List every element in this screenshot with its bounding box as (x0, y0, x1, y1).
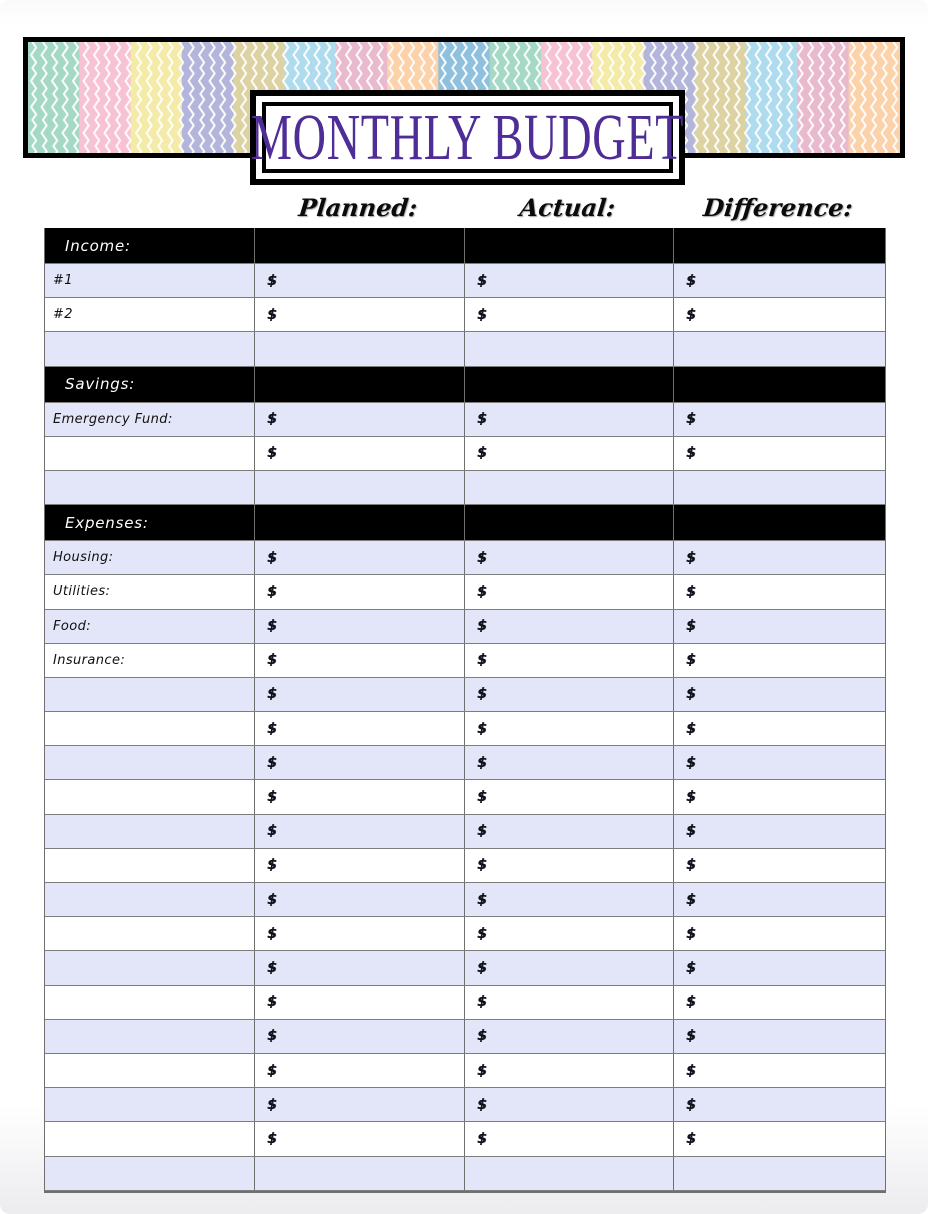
amount-cell[interactable] (673, 849, 885, 882)
dollar-sign: $ (267, 1028, 277, 1045)
column-header-difference: Difference: (701, 192, 855, 222)
dollar-sign: $ (477, 652, 487, 669)
budget-table (44, 228, 886, 1193)
dollar-sign: $ (267, 959, 277, 976)
dollar-sign: $ (477, 823, 487, 840)
amount-cell[interactable] (464, 986, 673, 1019)
dollar-sign: $ (267, 1062, 277, 1079)
amount-cell[interactable] (254, 1157, 464, 1190)
row-label (45, 815, 254, 848)
amount-cell[interactable] (464, 951, 673, 984)
budget-row (45, 610, 885, 644)
amount-cell[interactable] (254, 951, 464, 984)
dollar-sign: $ (267, 857, 277, 874)
amount-cell[interactable] (254, 780, 464, 813)
amount-cell[interactable] (673, 437, 885, 470)
row-label (45, 1157, 254, 1190)
dollar-sign: $ (477, 754, 487, 771)
amount-cell[interactable] (464, 815, 673, 848)
amount-cell[interactable] (254, 403, 464, 436)
amount-cell[interactable] (254, 815, 464, 848)
amount-cell[interactable] (254, 1054, 464, 1087)
dollar-sign: $ (477, 857, 487, 874)
section-header-cell (464, 505, 673, 540)
dollar-sign: $ (477, 925, 487, 942)
amount-cell[interactable] (673, 575, 885, 608)
budget-row (45, 403, 885, 437)
amount-cell[interactable] (254, 644, 464, 677)
dollar-sign: $ (686, 272, 696, 289)
dollar-sign: $ (267, 272, 277, 289)
dollar-sign: $ (686, 823, 696, 840)
amount-cell[interactable] (464, 610, 673, 643)
dollar-sign: $ (686, 1130, 696, 1147)
amount-cell[interactable] (464, 471, 673, 504)
amount-cell[interactable] (464, 403, 673, 436)
dollar-sign: $ (686, 618, 696, 635)
amount-cell[interactable] (254, 986, 464, 1019)
dollar-sign: $ (477, 583, 487, 600)
amount-cell[interactable] (464, 746, 673, 779)
budget-row (45, 883, 885, 917)
amount-cell[interactable] (673, 780, 885, 813)
dollar-sign: $ (267, 549, 277, 566)
row-label (45, 986, 254, 1019)
dollar-sign: $ (686, 306, 696, 323)
budget-row (45, 1157, 885, 1191)
dollar-sign: $ (477, 272, 487, 289)
amount-cell[interactable] (254, 917, 464, 950)
dollar-sign: $ (686, 549, 696, 566)
row-label: #1 (53, 273, 73, 289)
dollar-sign: $ (477, 306, 487, 323)
dollar-sign: $ (477, 1096, 487, 1113)
row-label (45, 678, 254, 711)
amount-cell[interactable] (673, 644, 885, 677)
amount-cell[interactable] (254, 610, 464, 643)
dollar-sign: $ (477, 789, 487, 806)
budget-row (45, 986, 885, 1020)
row-label: #2 (53, 307, 73, 323)
amount-cell[interactable] (673, 815, 885, 848)
row-label (45, 951, 254, 984)
amount-cell[interactable] (254, 678, 464, 711)
budget-row (45, 264, 885, 298)
budget-row (45, 298, 885, 332)
dollar-sign: $ (477, 1062, 487, 1079)
dollar-sign: $ (686, 583, 696, 600)
amount-cell[interactable] (254, 575, 464, 608)
section-title: Expenses: (65, 513, 149, 532)
amount-cell[interactable] (464, 332, 673, 365)
amount-cell[interactable] (673, 1088, 885, 1121)
amount-cell[interactable] (673, 332, 885, 365)
dollar-sign: $ (686, 720, 696, 737)
column-headers (44, 188, 884, 226)
row-label: Emergency Fund: (53, 411, 173, 427)
amount-cell[interactable] (673, 678, 885, 711)
dollar-sign: $ (686, 789, 696, 806)
amount-cell[interactable] (673, 471, 885, 504)
row-label (45, 332, 254, 365)
amount-cell[interactable] (254, 712, 464, 745)
amount-cell[interactable] (673, 541, 885, 574)
column-header-planned: Planned: (297, 192, 419, 222)
amount-cell[interactable] (464, 712, 673, 745)
row-label (45, 1054, 254, 1087)
budget-row (45, 712, 885, 746)
dollar-sign: $ (477, 1028, 487, 1045)
title-box (250, 90, 685, 185)
dollar-sign: $ (477, 1130, 487, 1147)
amount-cell[interactable] (254, 746, 464, 779)
row-label (45, 780, 254, 813)
dollar-sign: $ (477, 891, 487, 908)
row-label (45, 1122, 254, 1155)
budget-row (45, 678, 885, 712)
row-label (45, 437, 254, 470)
dollar-sign: $ (477, 959, 487, 976)
section-header-cell (464, 228, 673, 263)
amount-cell[interactable] (464, 1122, 673, 1155)
amount-cell[interactable] (254, 1122, 464, 1155)
amount-cell[interactable] (673, 712, 885, 745)
budget-row (45, 917, 885, 951)
column-header-actual: Actual: (518, 192, 617, 222)
amount-cell[interactable] (254, 883, 464, 916)
dollar-sign: $ (267, 1130, 277, 1147)
budget-row (45, 780, 885, 814)
dollar-sign: $ (267, 583, 277, 600)
amount-cell[interactable] (673, 403, 885, 436)
dollar-sign: $ (686, 652, 696, 669)
budget-row (45, 471, 885, 505)
row-label (45, 1088, 254, 1121)
dollar-sign: $ (477, 549, 487, 566)
dollar-sign: $ (477, 720, 487, 737)
dollar-sign: $ (477, 618, 487, 635)
amount-cell[interactable] (464, 437, 673, 470)
amount-cell[interactable] (254, 437, 464, 470)
dollar-sign: $ (686, 1028, 696, 1045)
dollar-sign: $ (267, 652, 277, 669)
row-label (45, 883, 254, 916)
budget-row (45, 1020, 885, 1054)
dollar-sign: $ (686, 1062, 696, 1079)
amount-cell[interactable] (464, 1020, 673, 1053)
amount-cell[interactable] (254, 332, 464, 365)
dollar-sign: $ (686, 445, 696, 462)
section-header-cell (673, 367, 885, 402)
section-header-cell (254, 367, 464, 402)
budget-row (45, 332, 885, 366)
amount-cell[interactable] (673, 264, 885, 297)
row-label: Housing: (53, 550, 114, 566)
amount-cell[interactable] (254, 541, 464, 574)
amount-cell[interactable] (464, 883, 673, 916)
budget-row (45, 746, 885, 780)
row-label (45, 712, 254, 745)
section-header-row (45, 367, 885, 403)
section-header-cell (254, 505, 464, 540)
amount-cell[interactable] (673, 1054, 885, 1087)
dollar-sign: $ (267, 754, 277, 771)
amount-cell[interactable] (254, 849, 464, 882)
row-label (45, 471, 254, 504)
section-header-cell (673, 228, 885, 263)
dollar-sign: $ (477, 411, 487, 428)
amount-cell[interactable] (673, 883, 885, 916)
amount-cell[interactable] (673, 1122, 885, 1155)
amount-cell[interactable] (464, 917, 673, 950)
amount-cell[interactable] (464, 541, 673, 574)
budget-row (45, 1122, 885, 1156)
row-label (45, 746, 254, 779)
amount-cell[interactable] (464, 575, 673, 608)
dollar-sign: $ (267, 789, 277, 806)
dollar-sign: $ (686, 686, 696, 703)
row-label (45, 917, 254, 950)
page-title: MONTHLY BUDGET (250, 100, 685, 174)
section-header-cell (254, 228, 464, 263)
row-label: Utilities: (53, 584, 111, 600)
dollar-sign: $ (267, 1096, 277, 1113)
dollar-sign: $ (686, 994, 696, 1011)
dollar-sign: $ (686, 857, 696, 874)
budget-row (45, 815, 885, 849)
budget-row (45, 951, 885, 985)
dollar-sign: $ (686, 1096, 696, 1113)
dollar-sign: $ (686, 925, 696, 942)
dollar-sign: $ (686, 754, 696, 771)
amount-cell[interactable] (464, 1088, 673, 1121)
amount-cell[interactable] (673, 917, 885, 950)
dollar-sign: $ (267, 994, 277, 1011)
dollar-sign: $ (477, 445, 487, 462)
amount-cell[interactable] (673, 951, 885, 984)
budget-row (45, 437, 885, 471)
amount-cell[interactable] (464, 298, 673, 331)
dollar-sign: $ (686, 891, 696, 908)
amount-cell[interactable] (673, 298, 885, 331)
section-title: Income: (65, 236, 131, 255)
dollar-sign: $ (267, 823, 277, 840)
amount-cell[interactable] (464, 264, 673, 297)
amount-cell[interactable] (464, 644, 673, 677)
amount-cell[interactable] (254, 298, 464, 331)
amount-cell[interactable] (464, 1157, 673, 1190)
amount-cell[interactable] (673, 746, 885, 779)
dollar-sign: $ (267, 306, 277, 323)
row-label: Food: (53, 618, 92, 634)
amount-cell[interactable] (673, 610, 885, 643)
dollar-sign: $ (267, 411, 277, 428)
amount-cell[interactable] (254, 471, 464, 504)
amount-cell[interactable] (254, 1088, 464, 1121)
dollar-sign: $ (477, 994, 487, 1011)
dollar-sign: $ (267, 618, 277, 635)
amount-cell[interactable] (673, 1020, 885, 1053)
dollar-sign: $ (267, 925, 277, 942)
row-label (45, 1020, 254, 1053)
budget-row (45, 575, 885, 609)
budget-row (45, 541, 885, 575)
section-header-row (45, 228, 885, 264)
amount-cell[interactable] (464, 678, 673, 711)
amount-cell[interactable] (254, 264, 464, 297)
section-header-cell (673, 505, 885, 540)
amount-cell[interactable] (673, 1157, 885, 1190)
amount-cell[interactable] (254, 1020, 464, 1053)
title-inner-frame (250, 100, 685, 174)
amount-cell[interactable] (464, 1054, 673, 1087)
dollar-sign: $ (477, 686, 487, 703)
section-header-row (45, 505, 885, 541)
budget-row (45, 1054, 885, 1088)
section-header-cell (464, 367, 673, 402)
dollar-sign: $ (267, 720, 277, 737)
budget-row (45, 644, 885, 678)
section-title: Savings: (65, 375, 136, 394)
amount-cell[interactable] (464, 780, 673, 813)
amount-cell[interactable] (464, 849, 673, 882)
row-label: Insurance: (53, 652, 126, 668)
amount-cell[interactable] (673, 986, 885, 1019)
budget-row (45, 1088, 885, 1122)
dollar-sign: $ (267, 445, 277, 462)
row-label (45, 849, 254, 882)
dollar-sign: $ (267, 891, 277, 908)
dollar-sign: $ (267, 686, 277, 703)
dollar-sign: $ (686, 411, 696, 428)
budget-row (45, 849, 885, 883)
dollar-sign: $ (686, 959, 696, 976)
